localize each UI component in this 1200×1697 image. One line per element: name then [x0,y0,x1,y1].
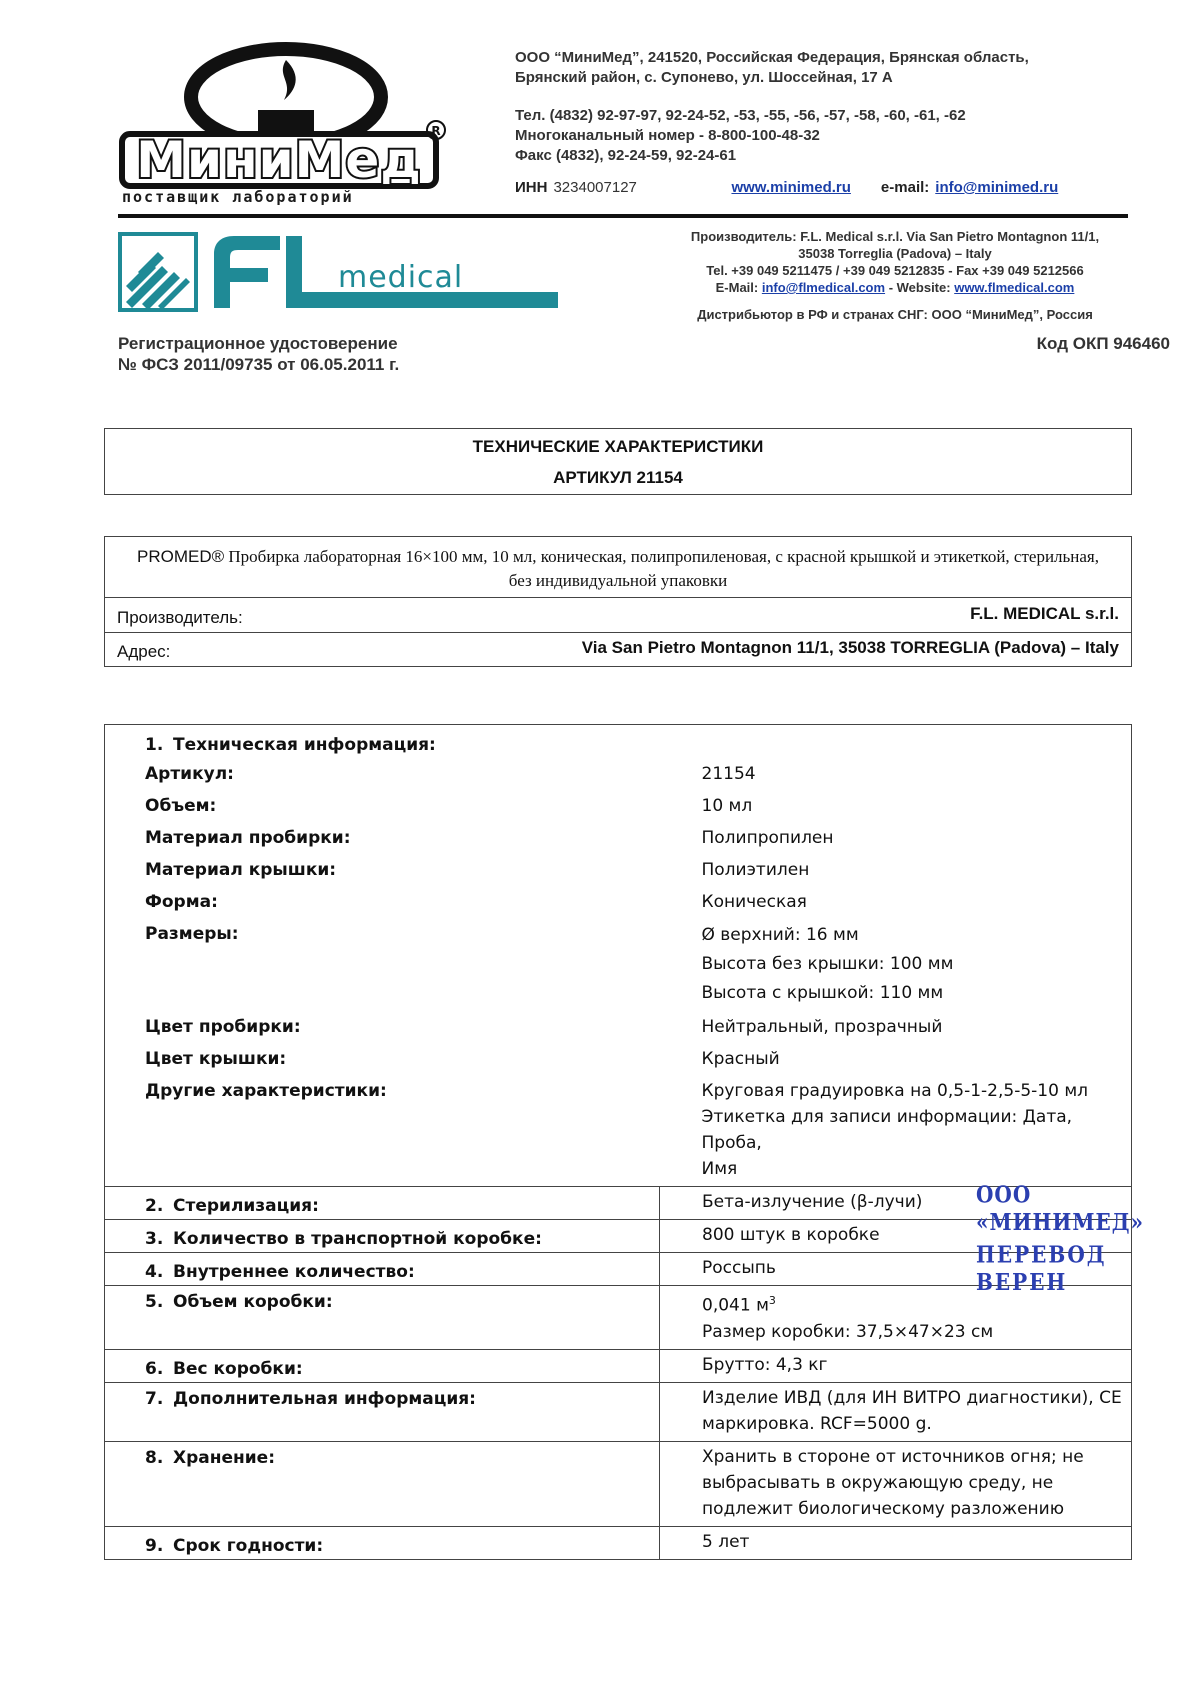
tech-value-cell [660,851,1132,883]
section-value [702,1319,1131,1345]
tech-heading-value-cell [660,725,1132,756]
svg-text:R: R [431,124,441,138]
section-label: Дополнительная информация: [173,1388,476,1409]
tech-value-cell [660,883,1132,915]
tech-label: Другие характеристики: [145,1081,387,1101]
section-value-cell [660,1349,1132,1382]
tech-row [105,787,1132,819]
product-address-value: Via San Pietro Montagnon 11/1, 35038 TORREGLIA (Padova) – Italy [581,638,1119,657]
tech-label: Размеры: [145,924,239,944]
minimed-logo [118,42,448,212]
section-label-cell [105,1382,660,1441]
product-manufacturer-label: Производитель: [117,608,243,627]
minimed-email-link[interactable]: info@minimed.ru [935,179,1059,196]
tech-value: Нейтральный, прозрачный [701,1017,943,1037]
section-label-cell [105,1349,660,1382]
tech-value: Этикетка для записи информации: Дата, Проба, [701,1107,1073,1153]
tech-label: Цвет крышки: [145,1049,287,1069]
company-phone-line: Тел. (4832) 92-97-97, 92-24-52, -53, -55, -56, -57, -58, -60, -61, -62 [515,107,966,124]
tech-row [105,851,1132,883]
tech-label-cell [105,915,660,1008]
tech-heading-cell [105,725,660,756]
tech-heading-row [105,725,1132,756]
section-label: Хранение: [173,1447,276,1468]
tech-value: Высота без крышки: 100 мм [701,954,954,974]
tech-label-cell [105,819,660,851]
section-row [105,1382,1132,1441]
section-value-text: 5 лет [702,1531,750,1552]
section-label-cell [105,1220,660,1253]
registration-line-1: Регистрационное удостоверение [118,334,398,353]
section-label-cell [105,1286,660,1350]
section-number: 1. [145,735,164,755]
tech-value-cell [660,819,1132,851]
tech-value-cell [660,755,1132,787]
tech-label-cell [105,787,660,819]
tech-label: Артикул: [145,764,234,784]
product-description-text: Пробирка лабораторная 16×100 мм, 10 мл, коническая, полипропиленовая, с красной крышкой и этикеткой, стерильная, без индивидуальной упаковки [228,547,1099,590]
tech-label-cell [105,1040,660,1072]
tech-label: Материал крышки: [145,860,337,880]
section-value-text: Изделие ИВД (для ИН ВИТРО диагностики), СЕ [702,1387,1122,1408]
product-manufacturer-row [105,598,1131,632]
section-value-text: 0,041 м [702,1295,769,1316]
inn-value: 3234007127 [553,179,637,196]
section-number: 6. [145,1358,164,1379]
section-value-text: Брутто: 4,3 кг [702,1354,828,1375]
section-label: Количество в транспортной коробке: [173,1229,542,1249]
tech-value: 10 мл [701,796,753,816]
section-number: 8. [145,1447,164,1468]
fl-medical-logo [118,232,558,312]
tech-label: Материал пробирки: [145,828,351,848]
email-label: e-mail: [880,179,930,196]
section-row [105,1526,1132,1559]
tech-row [105,883,1132,915]
section-label-cell [105,1526,660,1559]
tech-label-cell [105,851,660,883]
tech-value: Круговая градуировка на 0,5-1-2,5-5-10 мл [701,1081,1089,1101]
tech-value-cell [660,1072,1132,1187]
minimed-logo-text: МиниМед [136,131,422,189]
manufacturer-line-1: Производитель: F.L. Medical s.r.l. Via San Pietro Montagnon 11/1, [690,229,1100,244]
inn-label: ИНН [515,179,548,196]
section-value-cell [660,1526,1132,1559]
company-info [515,48,1175,198]
section-value-cell [660,1441,1132,1526]
registration-certificate [118,333,598,375]
section-value-text: Размер коробки: 37,5×47×23 см [702,1321,994,1342]
section-label-cell [105,1253,660,1286]
tech-row [105,915,1132,1008]
tech-value-cell [660,1008,1132,1040]
company-address-line-1: ООО “МиниМед”, 241520, Российская Федерация, Брянская область, [515,49,1029,66]
tech-value-cell [660,915,1132,1008]
article-title: АРТИКУЛ 21154 [553,468,683,487]
stamp-line-2: ПЕРЕВОД ВЕРЕН [976,1240,1107,1296]
section-value-text: Бета-излучение (β-лучи) [702,1192,923,1212]
section-value-text: 800 штук в коробке [702,1225,880,1245]
tech-value: 21154 [701,764,756,784]
company-address-line-2: Брянский район, с. Супонево, ул. Шоссейная, 17 А [515,69,893,86]
section-number: 2. [145,1196,164,1216]
section-row [105,1441,1132,1526]
section-value [702,1496,1131,1522]
document-title: ТЕХНИЧЕСКИЕ ХАРАКТЕРИСТИКИ [472,437,764,456]
fl-logo-text: medical [338,260,464,295]
section-label-cell [105,1441,660,1526]
header-divider [118,214,1128,218]
minimed-tagline: поставщик лабораторий [122,188,354,206]
spec-table [104,724,1132,1560]
section-value-text: выбрасывать в окружающую среду, не [702,1472,1054,1493]
section-value [702,1352,1131,1378]
registration-line-2: № ФСЗ 2011/09735 от 06.05.2011 г. [118,355,400,374]
tech-row [105,1072,1132,1187]
section-value [702,1385,1131,1411]
document-title-box [104,428,1132,495]
section-number: 5. [145,1292,164,1312]
tech-value: Красный [701,1049,780,1069]
cubic-superscript: 3 [768,1294,776,1307]
fl-website-link[interactable]: www.flmedical.com [954,280,1075,295]
tech-label-cell [105,1008,660,1040]
manufacturer-line-2: 35038 Torreglia (Padova) – Italy [798,246,992,261]
translation-stamp [976,1180,1176,1296]
section-label: Вес коробки: [173,1358,303,1379]
tech-row [105,819,1132,851]
company-fax-line: Факс (4832), 92-24-59, 92-24-61 [515,147,737,164]
section-label: Внутреннее количество: [173,1262,415,1282]
company-multichannel-line: Многоканальный номер - 8-800-100-48-32 [515,127,820,144]
product-brand: PROMED® [137,547,225,566]
tech-value: Высота с крышкой: 110 мм [701,983,944,1003]
section-value [702,1444,1131,1470]
section-value [702,1529,1131,1555]
section-value-text: маркировка. RCF=5000 g. [702,1413,932,1434]
tech-row [105,1008,1132,1040]
section-label-cell [105,1187,660,1220]
fl-website-label: - Website: [888,280,951,295]
tech-label-cell [105,755,660,787]
tech-label: Форма: [145,892,218,912]
section-number: 9. [145,1535,164,1556]
minimed-website-link[interactable]: www.minimed.ru [731,179,851,196]
tech-value: Коническая [701,892,807,912]
tech-value-cell [660,1040,1132,1072]
tech-value-cell [660,787,1132,819]
tech-label-cell [105,1072,660,1187]
fl-email-label: E-Mail: [715,280,759,295]
section-number: 4. [145,1262,164,1282]
okp-code: Код ОКП 946460 [1036,334,1170,353]
manufacturer-info [630,228,1160,323]
section-number: 3. [145,1229,164,1249]
tech-heading: Техническая информация: [173,735,436,755]
section-label: Срок годности: [173,1535,324,1556]
tech-label: Объем: [145,796,217,816]
section-value-text: подлежит биологическому разложению [702,1498,1065,1519]
section-row [105,1349,1132,1382]
tech-label: Цвет пробирки: [145,1017,301,1037]
section-value-cell [660,1382,1132,1441]
section-number: 7. [145,1388,164,1409]
stamp-line-1: ООО «МИНИМЕД» [976,1180,1144,1236]
fl-email-link[interactable]: info@flmedical.com [761,280,886,295]
section-value-text: Хранить в стороне от источников огня; не [702,1446,1084,1467]
tech-value: Имя [701,1159,738,1179]
tech-value: Ø верхний: 16 мм [701,925,859,945]
tech-row [105,1040,1132,1072]
manufacturer-line-3: Tel. +39 049 5211475 / +39 049 5212835 - Fax +39 049 5212566 [706,263,1084,278]
tech-row [105,755,1132,787]
section-value [702,1411,1131,1437]
tech-value: Полипропилен [701,828,834,848]
section-label: Стерилизация: [173,1196,319,1216]
product-address-row [105,632,1131,666]
section-value [702,1470,1131,1496]
distributor-line: Дистрибьютор в РФ и странах СНГ: ООО “МиниМед”, Россия [697,307,1093,322]
tech-value: Полиэтилен [701,860,810,880]
product-description [105,537,1131,598]
section-value-text: Россыпь [702,1258,776,1278]
product-info-box [104,536,1132,667]
section-label: Объем коробки: [173,1292,333,1312]
product-address-label: Адрес: [117,642,171,661]
tech-label-cell [105,883,660,915]
product-manufacturer-value: F.L. MEDICAL s.r.l. [970,604,1119,623]
